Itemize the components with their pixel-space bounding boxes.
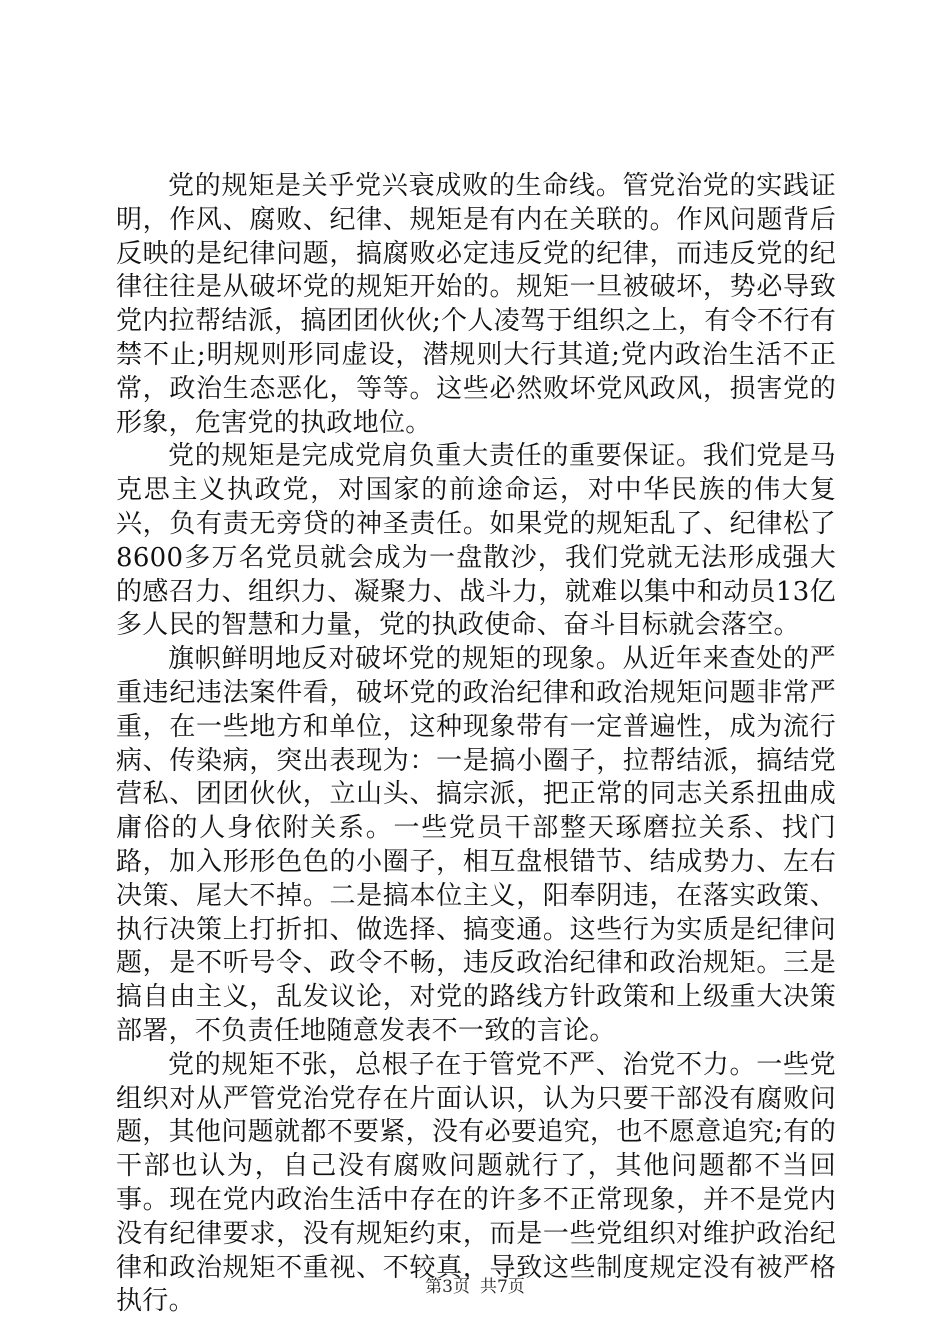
page-number: 第3页 <box>425 1277 470 1297</box>
paragraph-rules-guarantee: 党的规矩是完成党肩负重大责任的重要保证。我们党是马克思主义执政党，对国家的前途命运，对中华民族的伟大复兴，负有责无旁贷的神圣责任。如果党的规矩乱了、纪律松了8600多万名党员就会成为一盘散沙，我们党就无法形成强大的感召力、组织力、凝聚力、战斗力，就难以集中和动员13亿多人民的智慧和力量，党的执政使命、奋斗目标就会落空。 <box>116 441 836 641</box>
paragraph-root-cause: 党的规矩不张，总根子在于管党不严、治党不力。一些党组织对从严管党治党存在片面认识，认为只要干部没有腐败问题，其他问题就都不要紧，没有必要追究，也不愿意追究;有的干部也认为，自己没有腐败问题就行了，其他问题都不当回事。现在党内政治生活中存在的许多不正常现象，并不是党内没有纪律要求，没有规矩约束，而是一些党组织对维护政治纪律和政治规矩不重视、不较真，导致这些制度规定没有被严格执行。 <box>116 1049 836 1317</box>
paragraph-oppose-violations: 旗帜鲜明地反对破坏党的规矩的现象。从近年来查处的严重违纪违法案件看，破坏党的政治纪律和政治规矩问题非常严重，在一些地方和单位，这种现象带有一定普遍性，成为流行病、传染病，突出表现为：一是搞小圈子，拉帮结派，搞结党营私、团团伙伙，立山头、搞宗派，把正常的同志关系扭曲成庸俗的人身依附关系。一些党员干部整天琢磨拉关系、找门路，加入形形色色的小圈子，相互盘根错节、结成势力、左右决策、尾大不掉。二是搞本位主义，阳奉阴违，在落实政策、执行决策上打折扣、做选择、搞变通。这些行为实质是纪律问题，是不听号令、政令不畅，违反政治纪律和政治规矩。三是搞自由主义，乱发议论，对党的路线方针政策和上级重大决策部署，不负责任地随意发表不一致的言论。 <box>116 644 836 1046</box>
document-body <box>116 170 836 1319</box>
page-total: 共7页 <box>480 1277 525 1297</box>
page-footer <box>0 1272 950 1297</box>
paragraph-rules-lifeline: 党的规矩是关乎党兴衰成败的生命线。管党治党的实践证明，作风、腐败、纪律、规矩是有内在关联的。作风问题背后反映的是纪律问题，搞腐败必定违反党的纪律，而违反党的纪律往往是从破坏党的规矩开始的。规矩一旦被破坏，势必导致党内拉帮结派，搞团团伙伙;个人凌驾于组织之上，有令不行有禁不止;明规则形同虚设，潜规则大行其道;党内政治生活不正常，政治生态恶化，等等。这些必然败坏党风政风，损害党的形象，危害党的执政地位。 <box>116 171 836 438</box>
